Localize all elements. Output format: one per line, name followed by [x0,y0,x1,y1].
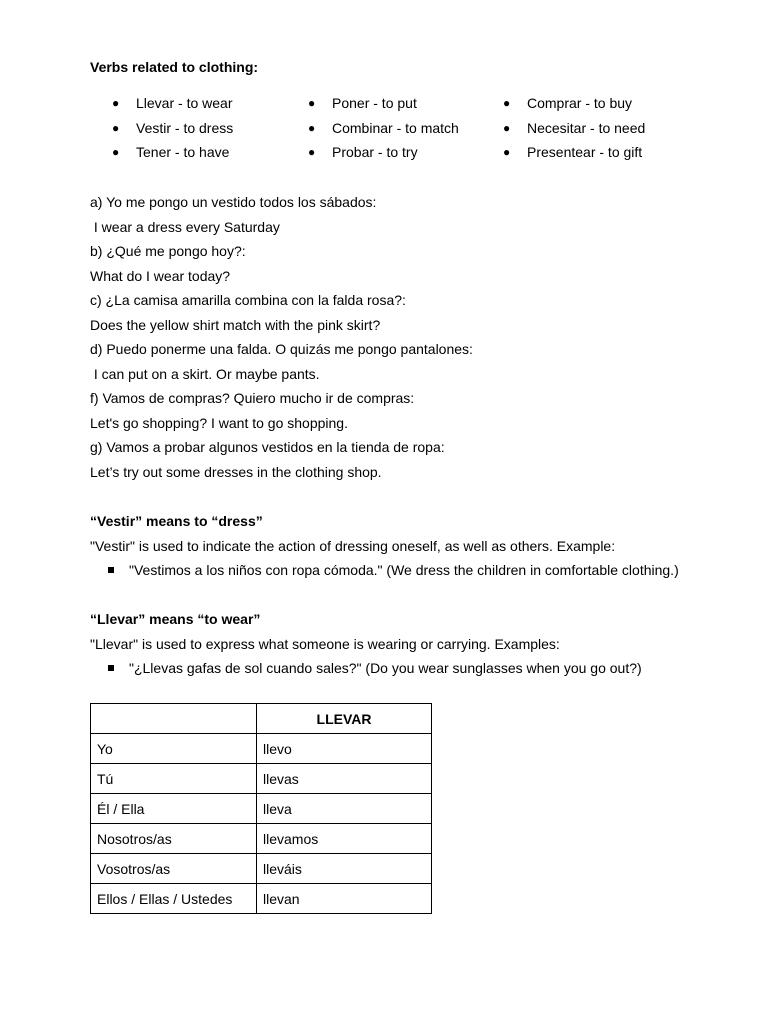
conjugation-cell: llevo [257,734,432,764]
vestir-example: "Vestimos a los niños con ropa cómoda." (We dress the children in comfortable clothing.) [108,562,679,578]
pronoun-cell: Vosotros/as [91,854,257,884]
bullet-icon: ● [503,120,511,135]
table-header-cell [91,704,257,734]
verb-item: ● Vestir - to dress [112,119,234,136]
bullet-icon: ● [112,96,120,110]
table-row [91,884,432,914]
verb-item: ● Probar - to try [308,144,418,160]
sentence-line: I can put on a skirt. Or maybe pants. [90,365,320,382]
sentence-line: I wear a dress every Saturday [90,218,280,235]
sentence-line: b) ¿Qué me pongo hoy?: [90,243,246,259]
verb-item: ● Comprar - to buy [503,95,633,111]
bullet-icon: ● [308,96,316,110]
verb-item: ● Necesitar - to need [503,119,646,136]
verbs-title: Verbs related to clothing: [90,59,259,75]
conjugation-table [90,703,432,914]
pronoun-cell: Tú [91,764,257,794]
verb-item: ● Llevar - to wear [112,95,233,111]
llevar-description: "Llevar" is used to express what someone is wearing or carrying. Examples: [90,636,560,652]
bullet-icon: ● [503,145,511,159]
sentence-line: c) ¿La camisa amarilla combina con la falda rosa?: [90,292,406,308]
verb-item: ● Tener - to have [112,144,230,160]
verbs-column-3 [503,95,645,169]
table-row [91,824,432,854]
pronoun-cell: Él / Ella [91,794,257,824]
table-header-cell: LLEVAR [257,704,432,734]
pronoun-cell: Ellos / Ellas / Ustedes [91,884,257,914]
table-row [91,734,432,764]
table-row [91,854,432,884]
verbs-column-1 [112,95,233,169]
pronoun-cell: Yo [91,734,257,764]
bullet-icon: ● [308,120,316,135]
conjugation-cell: lleva [257,794,432,824]
square-bullet-icon [108,567,114,573]
conjugation-cell: llevas [257,764,432,794]
bullet-icon: ● [112,145,120,159]
sentence-line: d) Puedo ponerme una falda. O quizás me pongo pantalones: [90,341,473,357]
sentence-line: Let's go shopping? I want to go shopping. [90,414,348,431]
llevar-heading: “Llevar” means “to wear” [90,611,261,627]
conjugation-cell: llevamos [257,824,432,854]
verbs-column-2 [308,95,459,169]
sentence-line: a) Yo me pongo un vestido todos los sábados: [90,194,377,210]
table-row [91,794,432,824]
verb-item: ● Poner - to put [308,95,417,111]
sentence-line: g) Vamos a probar algunos vestidos en la tienda de ropa: [90,439,445,455]
vestir-heading: “Vestir” means to “dress” [90,513,263,529]
square-bullet-icon [108,665,114,671]
verb-item: ● Presentear - to gift [503,144,643,160]
sentence-line: Let’s try out some dresses in the clothing shop. [90,463,382,480]
sentence-line: Does the yellow shirt match with the pink skirt? [90,316,381,333]
vestir-description: "Vestir" is used to indicate the action of dressing oneself, as well as others. Example: [90,538,616,554]
bullet-icon: ● [503,96,511,110]
table-header-row [91,704,432,734]
verb-item: ● Combinar - to match [308,119,459,136]
bullet-icon: ● [308,145,316,159]
table-row [91,764,432,794]
sentence-line: f) Vamos de compras? Quiero mucho ir de compras: [90,390,415,406]
llevar-example: "¿Llevas gafas de sol cuando sales?" (Do you wear sunglasses when you go out?) [108,660,642,676]
sentence-line: What do I wear today? [90,267,231,284]
bullet-icon: ● [112,120,120,135]
example-sentences [90,194,473,488]
conjugation-cell: lleváis [257,854,432,884]
pronoun-cell: Nosotros/as [91,824,257,854]
conjugation-cell: llevan [257,884,432,914]
